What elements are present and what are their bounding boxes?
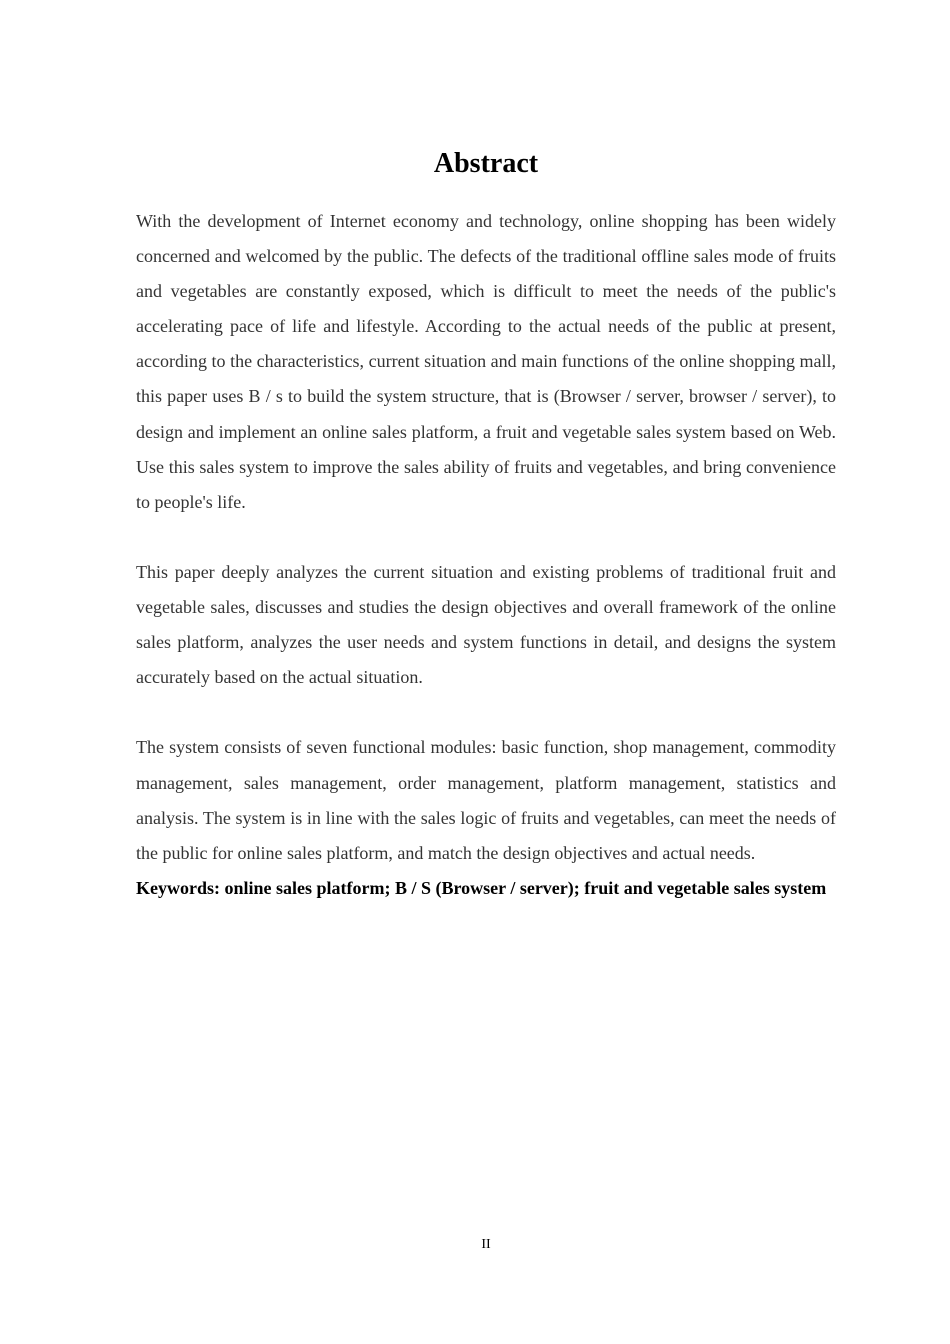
- abstract-body: [136, 204, 836, 906]
- abstract-paragraph-1: With the development of Internet economy and technology, online shopping has been widely concerned and welcomed by the public. The defects of the traditional offline sales mode of fruits and vegetables are constantly exposed, which is difficult to meet the needs of the public's accelerating pace of life and lifestyle. According to the actual needs of the public at present, according to the characteristics, current situation and main functions of the online shopping mall, this paper uses B / s to build the system structure, that is (Browser / server, browser / server), to design and implement an online sales platform, a fruit and vegetable sales system based on Web. Use this sales system to improve the sales ability of fruits and vegetables, and bring convenience to people's life.: [136, 211, 836, 512]
- keywords-line: Keywords: online sales platform; B / S (Browser / server); fruit and vegetable sales system: [136, 877, 827, 898]
- abstract-paragraph-3: The system consists of seven functional modules: basic function, shop management, commodity management, sales management, order management, platform management, statistics and analysis. The system is in line with the sales logic of fruits and vegetables, can meet the needs of the public for online sales platform, and match the design objectives and actual needs.: [136, 737, 836, 863]
- abstract-paragraph-2: This paper deeply analyzes the current situation and existing problems of traditional fruit and vegetable sales, discusses and studies the design objectives and overall framework of the online sales platform, analyzes the user needs and system functions in detail, and designs the system accurately based on the actual situation.: [136, 561, 836, 688]
- page-number: II: [481, 1237, 491, 1252]
- page-title: Abstract: [433, 148, 539, 179]
